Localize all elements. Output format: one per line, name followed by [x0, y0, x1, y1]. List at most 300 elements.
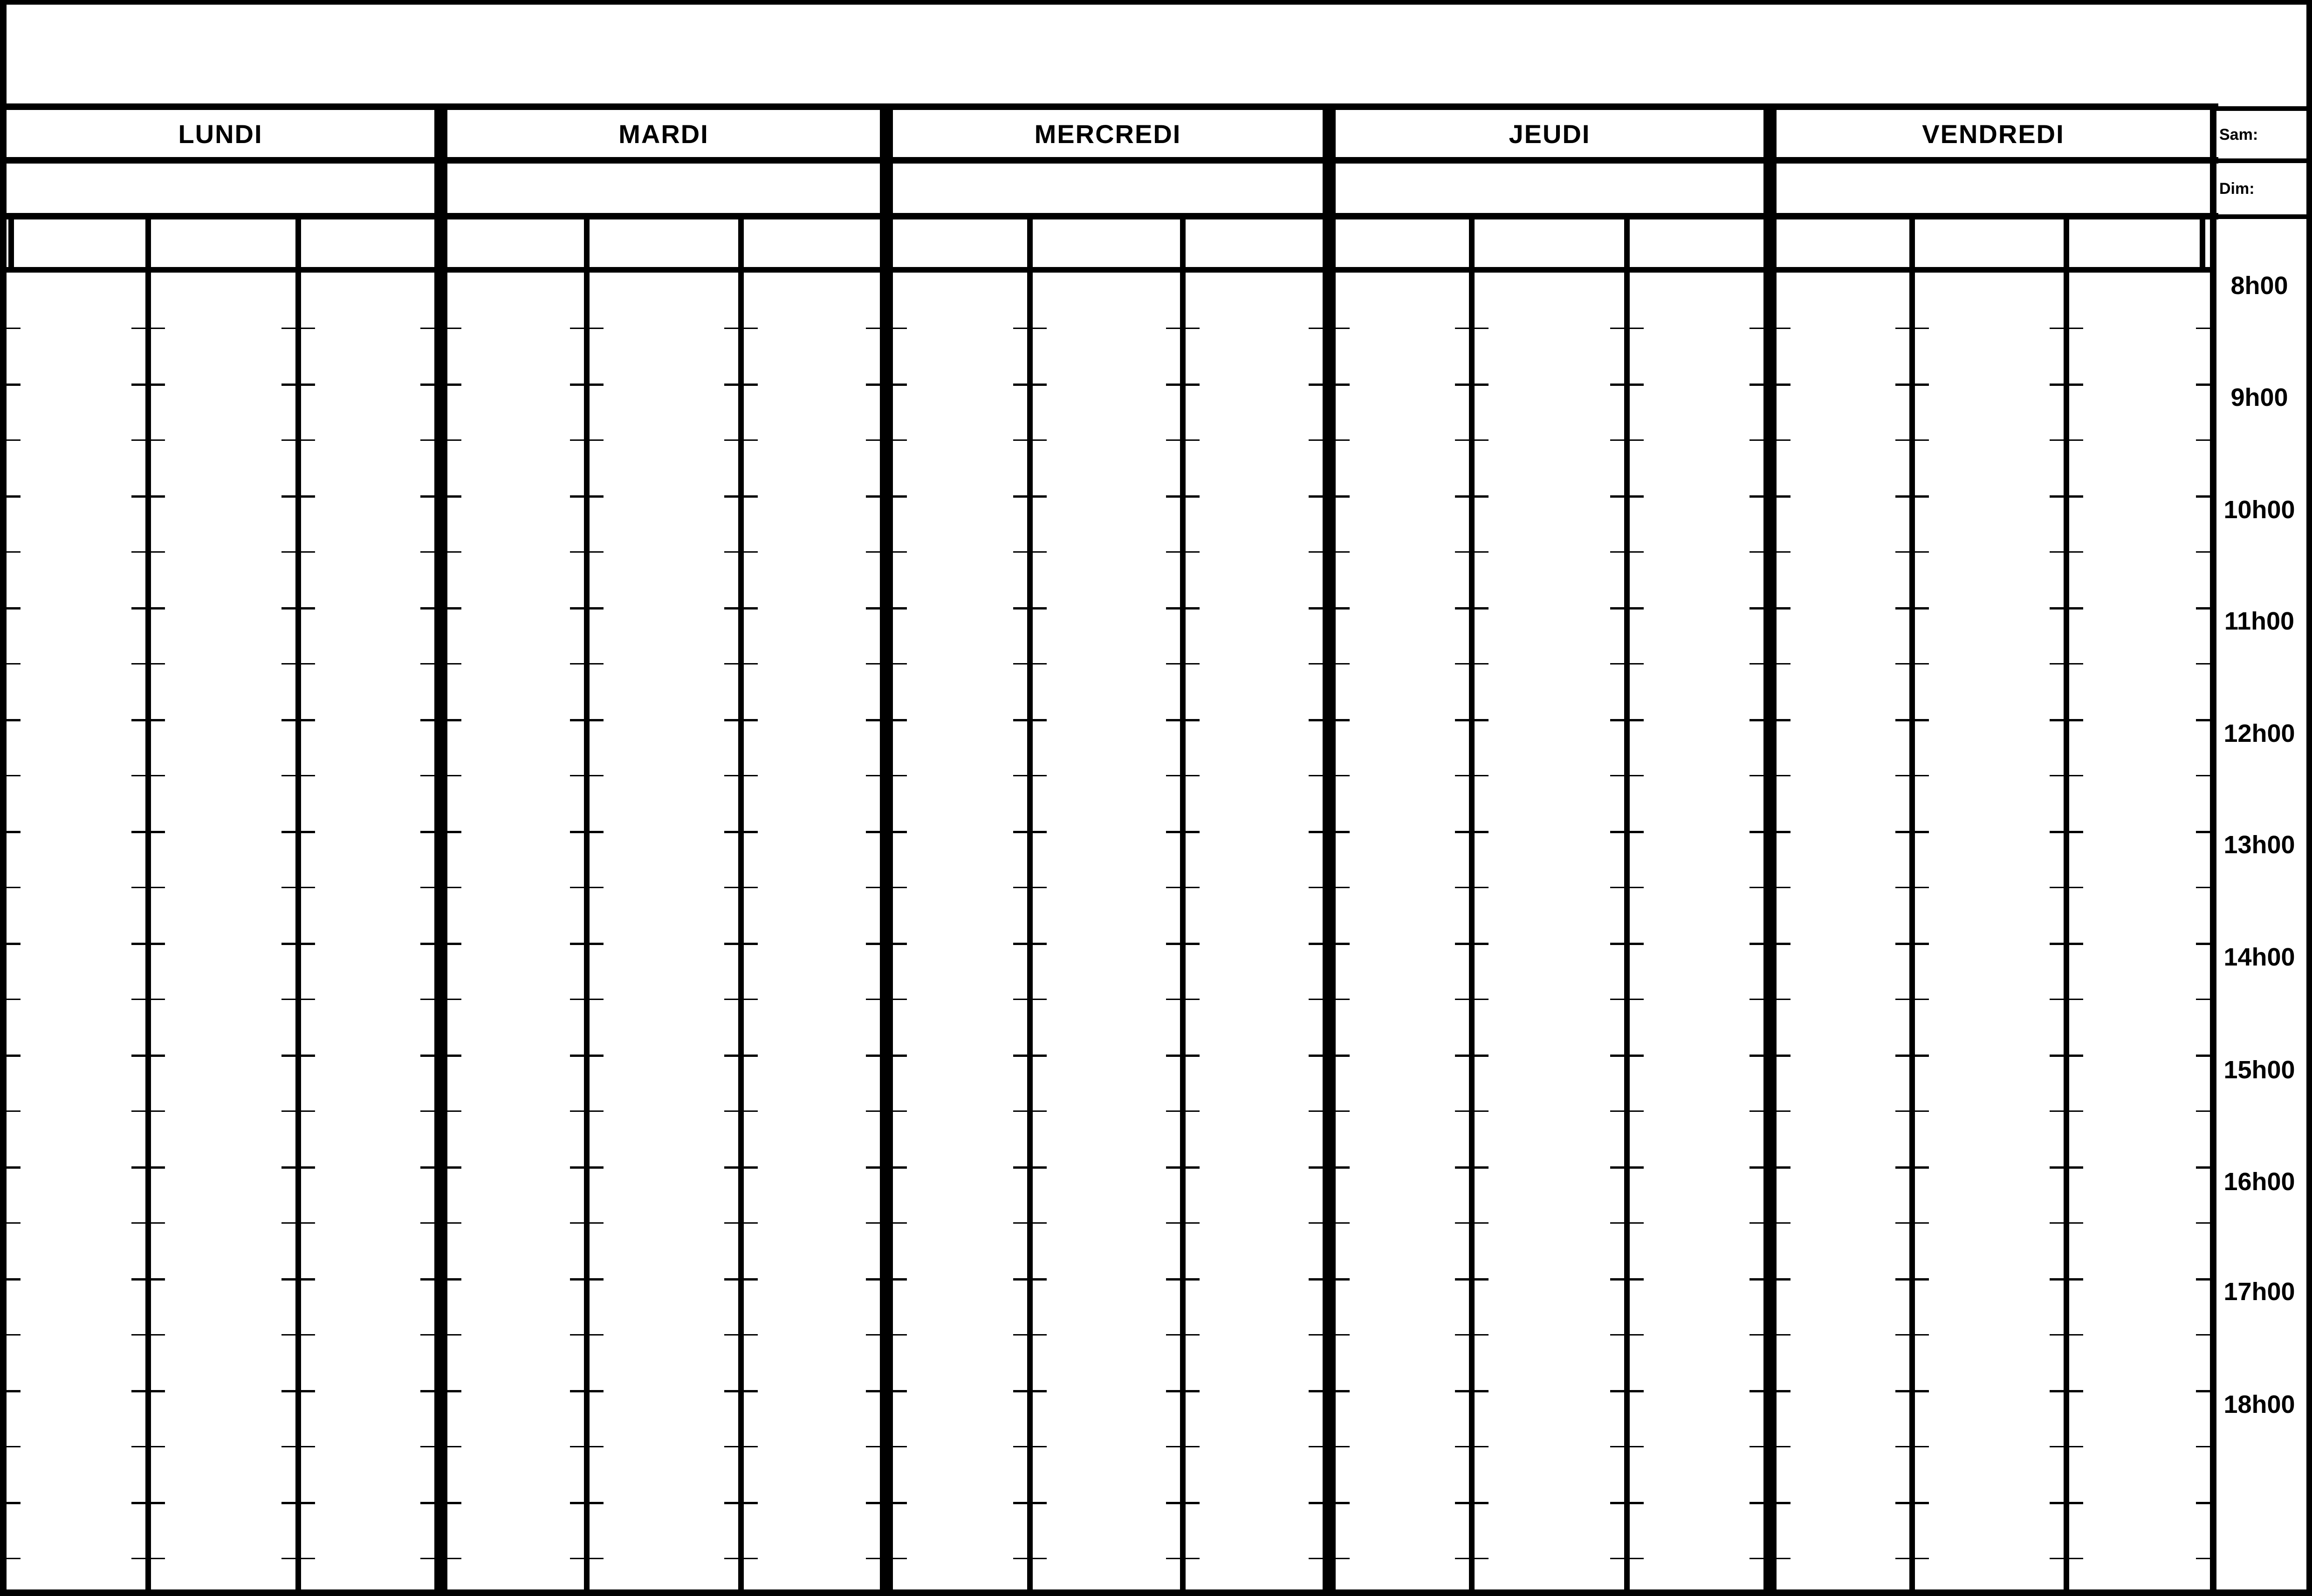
title-field[interactable] [9, 7, 2302, 100]
time-tick [1455, 1446, 1489, 1447]
time-tick [2196, 719, 2210, 721]
time-tick [570, 1502, 604, 1504]
time-tick [1777, 1558, 1791, 1559]
time-tick [447, 887, 461, 888]
time-tick [570, 887, 604, 888]
time-tick [1777, 439, 1791, 441]
time-tick [131, 775, 165, 776]
time-tick [1309, 495, 1323, 498]
time-tick [893, 495, 907, 498]
time-tick [1166, 1278, 1200, 1281]
time-tick [1610, 1390, 1644, 1392]
time-tick [131, 1446, 165, 1447]
time-tick [131, 1278, 165, 1281]
time-tick [724, 943, 758, 945]
subcolumn-divider-2 [584, 219, 590, 1596]
time-tick [2196, 943, 2210, 945]
time-tick [447, 943, 461, 945]
time-tick [866, 775, 880, 776]
time-tick [1455, 831, 1489, 833]
hour-label-17h00: 17h00 [2223, 1278, 2295, 1306]
date-field-mercredi[interactable] [895, 164, 1321, 212]
frame-top [0, 0, 2312, 5]
time-tick [447, 384, 461, 386]
time-tick [570, 439, 604, 441]
time-tick [1777, 719, 1791, 721]
time-tick [2050, 663, 2083, 664]
time-tick [131, 1110, 165, 1112]
time-tick [1749, 943, 1763, 945]
time-tick [1895, 999, 1929, 1000]
time-tick [131, 1222, 165, 1224]
time-tick [1336, 663, 1350, 664]
time-tick [7, 1222, 21, 1224]
time-tick [1455, 887, 1489, 888]
time-tick [447, 551, 461, 553]
time-tick [1336, 495, 1350, 498]
subcolumn-divider-0 [145, 219, 151, 1596]
time-tick [1013, 328, 1047, 329]
time-tick [1336, 1334, 1350, 1336]
time-tick [1166, 384, 1200, 386]
time-tick [866, 1558, 880, 1559]
time-tick [2050, 775, 2083, 776]
time-tick [1166, 1166, 1200, 1169]
time-tick [724, 887, 758, 888]
time-tick [1749, 719, 1763, 721]
time-tick [420, 607, 434, 610]
time-tick [420, 887, 434, 888]
time-tick [1336, 439, 1350, 441]
time-tick [1166, 831, 1200, 833]
time-tick [1309, 1446, 1323, 1447]
time-tick [131, 384, 165, 386]
time-tick [420, 943, 434, 945]
time-tick [724, 831, 758, 833]
time-tick [893, 607, 907, 610]
sunday-field[interactable] [2266, 166, 2304, 212]
time-tick [420, 719, 434, 721]
time-tick [893, 1558, 907, 1559]
time-tick [893, 831, 907, 833]
time-tick [1895, 1334, 1929, 1336]
time-tick [1895, 1055, 1929, 1057]
time-tick [1309, 719, 1323, 721]
time-tick [447, 1446, 461, 1447]
subcolumn-divider-3 [738, 219, 744, 1596]
time-tick [2050, 943, 2083, 945]
time-tick [724, 439, 758, 441]
time-tick [420, 551, 434, 553]
time-tick [447, 1334, 461, 1336]
time-tick [2196, 1278, 2210, 1281]
time-tick [1013, 495, 1047, 498]
time-tick [866, 1222, 880, 1224]
time-tick [570, 1558, 604, 1559]
time-tick [1336, 943, 1350, 945]
day-header-lundi: LUNDI [178, 119, 263, 149]
time-tick [1455, 551, 1489, 553]
time-tick [131, 328, 165, 329]
time-tick [1455, 775, 1489, 776]
time-tick [1895, 1222, 1929, 1224]
time-tick [1777, 1110, 1791, 1112]
date-field-lundi[interactable] [8, 164, 432, 212]
time-tick [866, 1502, 880, 1504]
time-tick [420, 999, 434, 1000]
time-tick [2050, 1390, 2083, 1392]
frame-bottom [0, 1589, 2312, 1596]
hour-label-11h00: 11h00 [2224, 607, 2295, 635]
time-tick [131, 943, 165, 945]
day-header-vendredi: VENDREDI [1922, 119, 2065, 149]
time-tick [420, 1278, 434, 1281]
time-tick [866, 328, 880, 329]
time-tick [1749, 831, 1763, 833]
time-tick [1895, 719, 1929, 721]
time-tick [866, 831, 880, 833]
time-tick [893, 384, 907, 386]
saturday-field[interactable] [2266, 114, 2304, 156]
time-tick [2050, 1446, 2083, 1447]
time-tick [893, 1446, 907, 1447]
time-tick [1895, 1558, 1929, 1559]
time-tick [1309, 1222, 1323, 1224]
time-tick [570, 1446, 604, 1447]
time-tick [131, 551, 165, 553]
time-tick [2196, 1110, 2210, 1112]
time-tick [7, 999, 21, 1000]
time-tick [131, 999, 165, 1000]
time-tick [2196, 999, 2210, 1000]
time-tick [1749, 1390, 1763, 1392]
time-tick [7, 551, 21, 553]
time-tick [866, 607, 880, 610]
date-field-mardi[interactable] [449, 164, 878, 212]
time-tick [1749, 1502, 1763, 1504]
time-tick [724, 384, 758, 386]
time-tick [1610, 999, 1644, 1000]
time-tick [1895, 1166, 1929, 1169]
day-header-mardi: MARDI [618, 119, 709, 149]
header-rule-sub [0, 267, 2215, 273]
hour-label-8h00: 8h00 [2230, 272, 2288, 300]
time-tick [1013, 1166, 1047, 1169]
time-tick [1895, 1110, 1929, 1112]
time-tick [1336, 1055, 1350, 1057]
time-tick [1610, 1502, 1644, 1504]
time-tick [893, 1278, 907, 1281]
time-tick [7, 1502, 21, 1504]
time-tick [281, 1446, 315, 1447]
day-header-mercredi: MERCREDI [1034, 119, 1181, 149]
time-tick [7, 719, 21, 721]
time-tick [1610, 1446, 1644, 1447]
time-tick [866, 1166, 880, 1169]
time-tick [1336, 551, 1350, 553]
time-tick [447, 1222, 461, 1224]
hour-label-12h00: 12h00 [2223, 719, 2295, 747]
time-tick [1309, 1502, 1323, 1504]
time-tick [1455, 1558, 1489, 1559]
time-tick [2050, 831, 2083, 833]
time-tick [1166, 1502, 1200, 1504]
time-tick [1749, 384, 1763, 386]
time-tick [1777, 1166, 1791, 1169]
time-tick [7, 1166, 21, 1169]
time-tick [281, 1558, 315, 1559]
time-tick [7, 1558, 21, 1559]
time-tick [1166, 1222, 1200, 1224]
time-tick [1610, 439, 1644, 441]
time-tick [724, 328, 758, 329]
time-tick [1309, 887, 1323, 888]
time-tick [2196, 1446, 2210, 1447]
time-tick [1336, 1166, 1350, 1169]
time-tick [1309, 1334, 1323, 1336]
time-tick [866, 1446, 880, 1447]
time-tick [1336, 1390, 1350, 1392]
time-tick [420, 439, 434, 441]
time-tick [7, 439, 21, 441]
time-tick [866, 1055, 880, 1057]
time-tick [7, 887, 21, 888]
time-tick [1777, 384, 1791, 386]
time-tick [893, 1110, 907, 1112]
time-tick [281, 551, 315, 553]
time-tick [2196, 1502, 2210, 1504]
time-tick [570, 1222, 604, 1224]
time-tick [1749, 999, 1763, 1000]
day-separator-3 [1323, 103, 1336, 1596]
time-tick [1610, 495, 1644, 498]
time-tick [893, 1055, 907, 1057]
time-tick [1455, 439, 1489, 441]
time-tick [1166, 719, 1200, 721]
date-field-vendredi[interactable] [1778, 164, 2208, 212]
time-tick [866, 887, 880, 888]
time-tick [2050, 1222, 2083, 1224]
time-tick [1895, 495, 1929, 498]
time-tick [724, 1390, 758, 1392]
time-tick [1309, 663, 1323, 664]
time-tick [420, 663, 434, 664]
time-tick [2050, 607, 2083, 610]
time-tick [420, 1222, 434, 1224]
time-tick [1895, 1446, 1929, 1447]
time-tick [1309, 943, 1323, 945]
time-tick [893, 887, 907, 888]
time-tick [866, 384, 880, 386]
time-tick [1013, 1055, 1047, 1057]
time-tick [724, 719, 758, 721]
time-tick [570, 495, 604, 498]
time-tick [420, 775, 434, 776]
time-tick [893, 1166, 907, 1169]
time-tick [281, 887, 315, 888]
time-tick [866, 663, 880, 664]
time-tick [570, 831, 604, 833]
time-tick [2196, 607, 2210, 610]
time-tick [893, 1502, 907, 1504]
subcolumn-divider-1 [295, 219, 301, 1596]
time-tick [2196, 1055, 2210, 1057]
time-tick [893, 943, 907, 945]
time-tick [281, 831, 315, 833]
time-tick [420, 1166, 434, 1169]
time-tick [1610, 1278, 1644, 1281]
hour-label-14h00: 14h00 [2223, 943, 2295, 971]
time-tick [420, 1502, 434, 1504]
time-tick [1895, 775, 1929, 776]
side-rule-sam [2214, 158, 2312, 163]
time-tick [1013, 943, 1047, 945]
time-tick [866, 719, 880, 721]
time-tick [447, 1390, 461, 1392]
time-tick [2050, 328, 2083, 329]
time-tick [1895, 1502, 1929, 1504]
time-tick [281, 999, 315, 1000]
frame-right [2306, 0, 2312, 1596]
time-tick [2196, 328, 2210, 329]
time-tick [7, 607, 21, 610]
time-tick [7, 1055, 21, 1057]
header-rule-date [0, 213, 2218, 219]
time-tick [131, 1502, 165, 1504]
time-tick [2196, 551, 2210, 553]
time-tick [570, 1166, 604, 1169]
time-tick [1455, 1278, 1489, 1281]
time-tick [2050, 1166, 2083, 1169]
time-tick [1336, 775, 1350, 776]
time-tick [1455, 1334, 1489, 1336]
subheader-left-edge [8, 219, 14, 272]
time-tick [1455, 1166, 1489, 1169]
time-tick [1309, 1558, 1323, 1559]
time-tick [1610, 384, 1644, 386]
hour-label-18h00: 18h00 [2223, 1391, 2295, 1418]
time-tick [1336, 328, 1350, 329]
time-tick [1455, 999, 1489, 1000]
time-tick [420, 1055, 434, 1057]
time-tick [281, 328, 315, 329]
time-tick [1749, 663, 1763, 664]
time-tick [2196, 775, 2210, 776]
hour-label-9h00: 9h00 [2230, 384, 2288, 411]
time-tick [570, 943, 604, 945]
time-tick [1309, 1390, 1323, 1392]
time-tick [1455, 495, 1489, 498]
time-tick [7, 1110, 21, 1112]
time-tick [131, 1558, 165, 1559]
time-tick [2196, 663, 2210, 664]
date-field-jeudi[interactable] [1338, 164, 1762, 212]
time-tick [1455, 607, 1489, 610]
header-rule-top [0, 103, 2218, 110]
time-tick [281, 943, 315, 945]
time-tick [7, 1446, 21, 1447]
time-tick [7, 1278, 21, 1281]
time-tick [866, 943, 880, 945]
time-tick [1610, 1334, 1644, 1336]
time-tick [1777, 551, 1791, 553]
time-tick [570, 551, 604, 553]
time-tick [570, 719, 604, 721]
hour-label-16h00: 16h00 [2223, 1168, 2295, 1196]
time-tick [1309, 551, 1323, 553]
time-tick [724, 607, 758, 610]
time-tick [893, 719, 907, 721]
time-tick [447, 439, 461, 441]
time-tick [1749, 775, 1763, 776]
time-tick [1336, 887, 1350, 888]
time-tick [1309, 831, 1323, 833]
time-tick [1336, 1278, 1350, 1281]
time-tick [570, 1278, 604, 1281]
time-tick [1013, 607, 1047, 610]
side-rule-top [2214, 106, 2312, 111]
time-tick [420, 831, 434, 833]
subcolumn-divider-5 [1180, 219, 1186, 1596]
time-tick [1895, 831, 1929, 833]
time-tick [1013, 1222, 1047, 1224]
time-tick [1610, 663, 1644, 664]
time-tick [1166, 1334, 1200, 1336]
time-tick [2196, 887, 2210, 888]
time-tick [7, 495, 21, 498]
time-tick [1777, 495, 1791, 498]
time-tick [281, 607, 315, 610]
time-tick [1610, 607, 1644, 610]
time-tick [866, 495, 880, 498]
time-tick [420, 1390, 434, 1392]
time-tick [420, 1558, 434, 1559]
time-tick [2050, 999, 2083, 1000]
subcolumn-divider-4 [1027, 219, 1033, 1596]
time-tick [2196, 1334, 2210, 1336]
time-tick [7, 831, 21, 833]
time-tick [447, 1166, 461, 1169]
time-tick [131, 719, 165, 721]
time-tick [1166, 551, 1200, 553]
time-tick [724, 999, 758, 1000]
time-tick [1749, 887, 1763, 888]
time-tick [866, 999, 880, 1000]
time-tick [281, 1502, 315, 1504]
time-tick [2050, 439, 2083, 441]
time-tick [1749, 607, 1763, 610]
hour-label-13h00: 13h00 [2223, 831, 2295, 859]
time-tick [2050, 1558, 2083, 1559]
time-tick [281, 1110, 315, 1112]
time-tick [1895, 1278, 1929, 1281]
time-tick [1336, 831, 1350, 833]
time-tick [281, 775, 315, 776]
time-tick [2050, 1278, 2083, 1281]
time-tick [1013, 775, 1047, 776]
time-tick [420, 1334, 434, 1336]
time-tick [1166, 495, 1200, 498]
time-tick [1749, 1446, 1763, 1447]
time-tick [1336, 607, 1350, 610]
time-tick [1455, 943, 1489, 945]
time-tick [1166, 1446, 1200, 1447]
time-tick [1777, 1446, 1791, 1447]
time-tick [1777, 943, 1791, 945]
time-tick [131, 607, 165, 610]
time-tick [866, 439, 880, 441]
time-tick [893, 551, 907, 553]
